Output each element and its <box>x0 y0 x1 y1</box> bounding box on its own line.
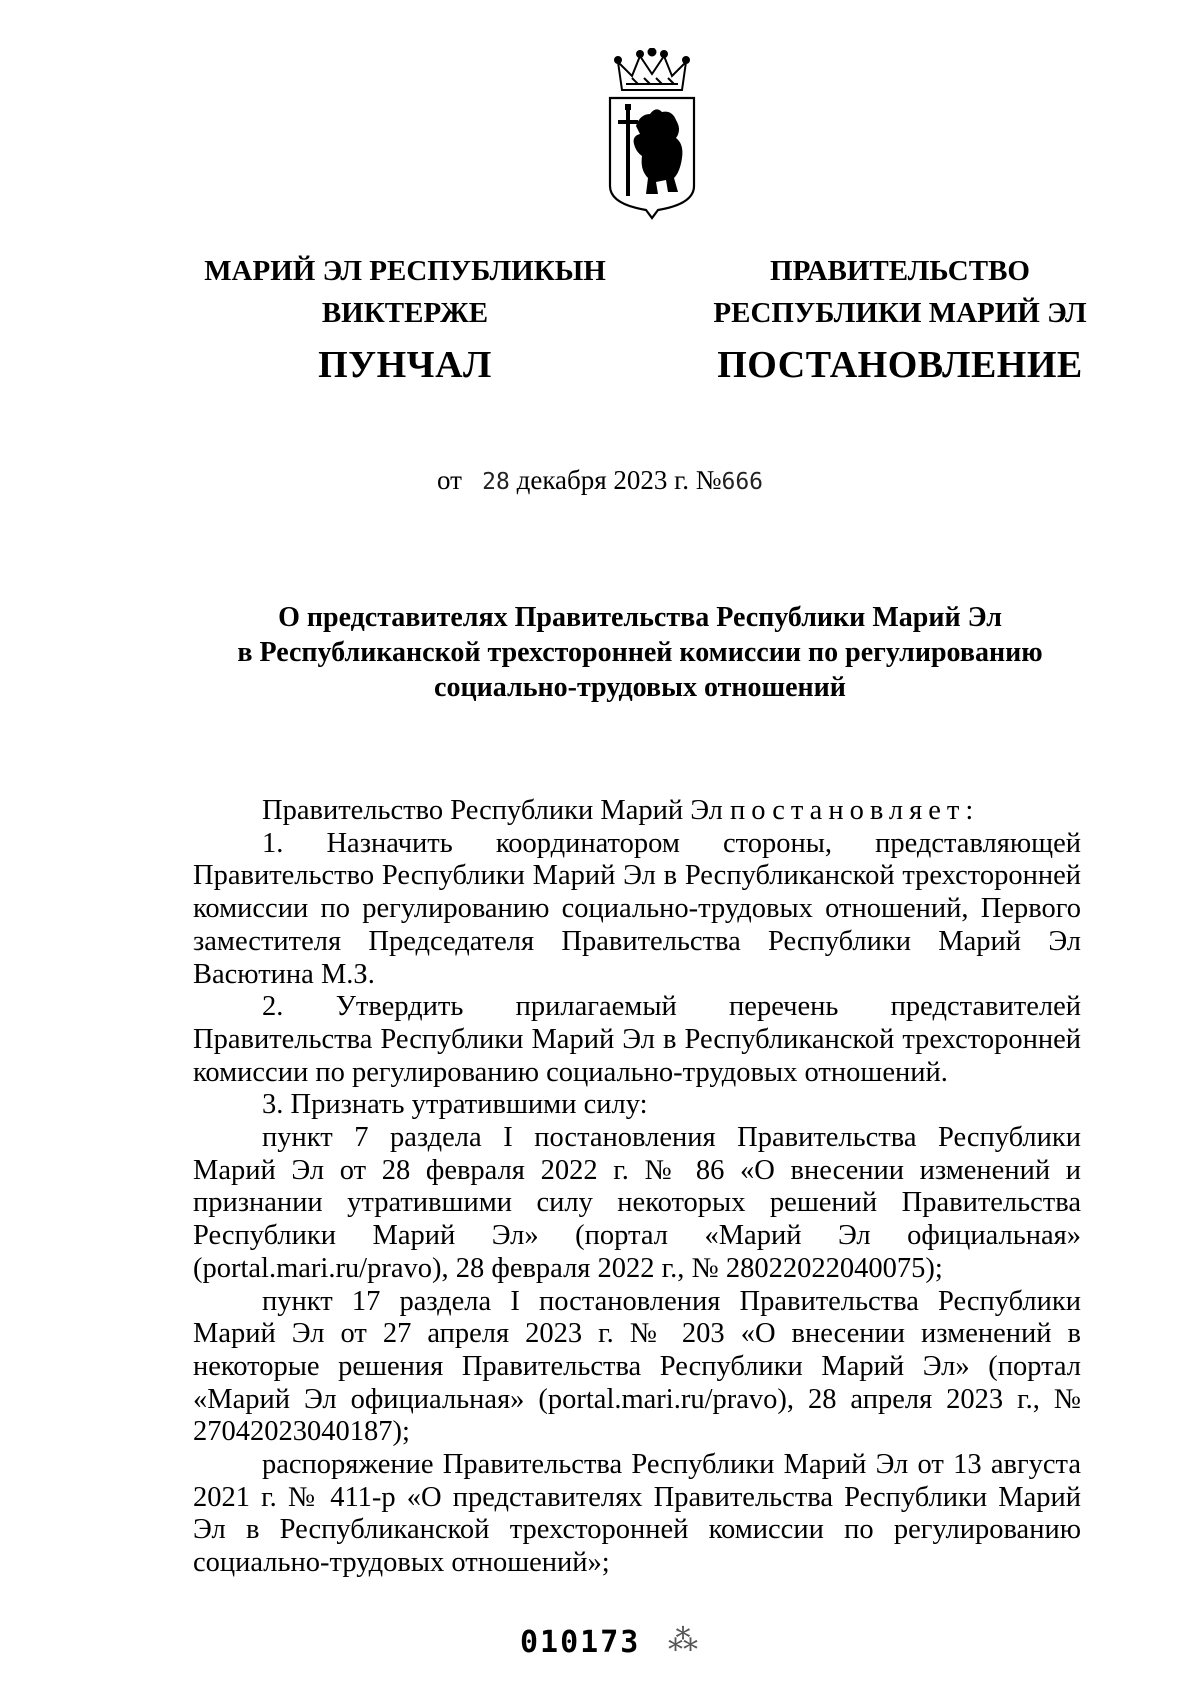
intro-verb: постановляет: <box>730 795 980 826</box>
paragraph-3: 3. Признать утратившими силу: <box>262 1089 648 1121</box>
paragraph-3b: пункт 17 раздела I постановления Правительства Республики Марий Эл от 27 апреля 2023 г. № 203 «О внесении изменений в некоторые решения Правительства Республики Марий Эл» (портал «Марий Эл официальная» (portal.mari.ru/pravo), 28 апреля 2023 г., № 27042023040187); <box>193 1285 1081 1448</box>
header-left-doc-type: ПУНЧАЛ <box>318 344 492 386</box>
document-body <box>193 795 1081 1580</box>
header-right-line1: ПРАВИТЕЛЬСТВО <box>770 255 1030 287</box>
paragraph-2: 2. Утвердить прилагаемый перечень представителей Правительства Республики Марий Эл в Республиканской трехсторонней комиссии по регулированию социально-трудовых отношений. <box>193 991 1081 1088</box>
paragraph-3c: распоряжение Правительства Республики Марий Эл от 13 августа 2021 г. № 411-р «О представителях Правительства Республики Марий Эл в Республиканской трехсторонней комиссии по регулированию социально-трудовых отношений»; <box>193 1449 1081 1579</box>
serial-number: 010173 <box>520 1625 641 1660</box>
coat-of-arms-emblem <box>596 48 708 220</box>
paragraph-3a: пункт 7 раздела I постановления Правительства Республики Марий Эл от 28 февраля 2022 г. № 86 «О внесении изменений и признании утратившими силу некоторых решений Правительства Республики Марий Эл» (портал «Марий Эл официальная» (portal.mari.ru/pravo), 28 февраля 2022 г., № 28022022040075); <box>193 1122 1081 1284</box>
asterisk-mark-icon: ⁂ <box>668 1624 698 1657</box>
date-prefix: от <box>436 465 462 495</box>
document-number: 666 <box>721 469 764 495</box>
date-rest: декабря 2023 г. № <box>516 465 722 495</box>
date-day: 28 <box>482 469 510 495</box>
header-right-doc-type: ПОСТАНОВЛЕНИЕ <box>717 344 1083 386</box>
intro-text: Правительство Республики Марий Эл <box>262 795 731 826</box>
header-left-block <box>175 250 635 386</box>
header-left-line2: ВИКТЕРЖЕ <box>321 297 489 329</box>
paragraph-1: 1. Назначить координатором стороны, представляющей Правительство Республики Марий Эл в Республиканской трехсторонней комиссии по регулированию социально-трудовых отношений, Первого заместителя Председателя Правительства Республики Марий Эл Васютина М.З. <box>193 827 1081 990</box>
header-right-line2: РЕСПУБЛИКИ МАРИЙ ЭЛ <box>713 297 1087 329</box>
title-line-3: социально-трудовых отношений <box>434 672 846 703</box>
crown-icon <box>615 49 689 91</box>
document-title <box>190 600 1090 705</box>
intro-paragraph <box>193 795 1081 828</box>
title-line-2: в Республиканской трехсторонней комиссии по регулированию <box>237 637 1043 668</box>
bear-with-sword-icon <box>618 104 682 196</box>
header-left-line1: МАРИЙ ЭЛ РЕСПУБЛИКЫН <box>204 255 606 287</box>
header-right-block <box>680 250 1120 386</box>
title-line-1: О представителях Правительства Республики Марий Эл <box>278 602 1002 633</box>
date-line <box>0 465 1200 496</box>
